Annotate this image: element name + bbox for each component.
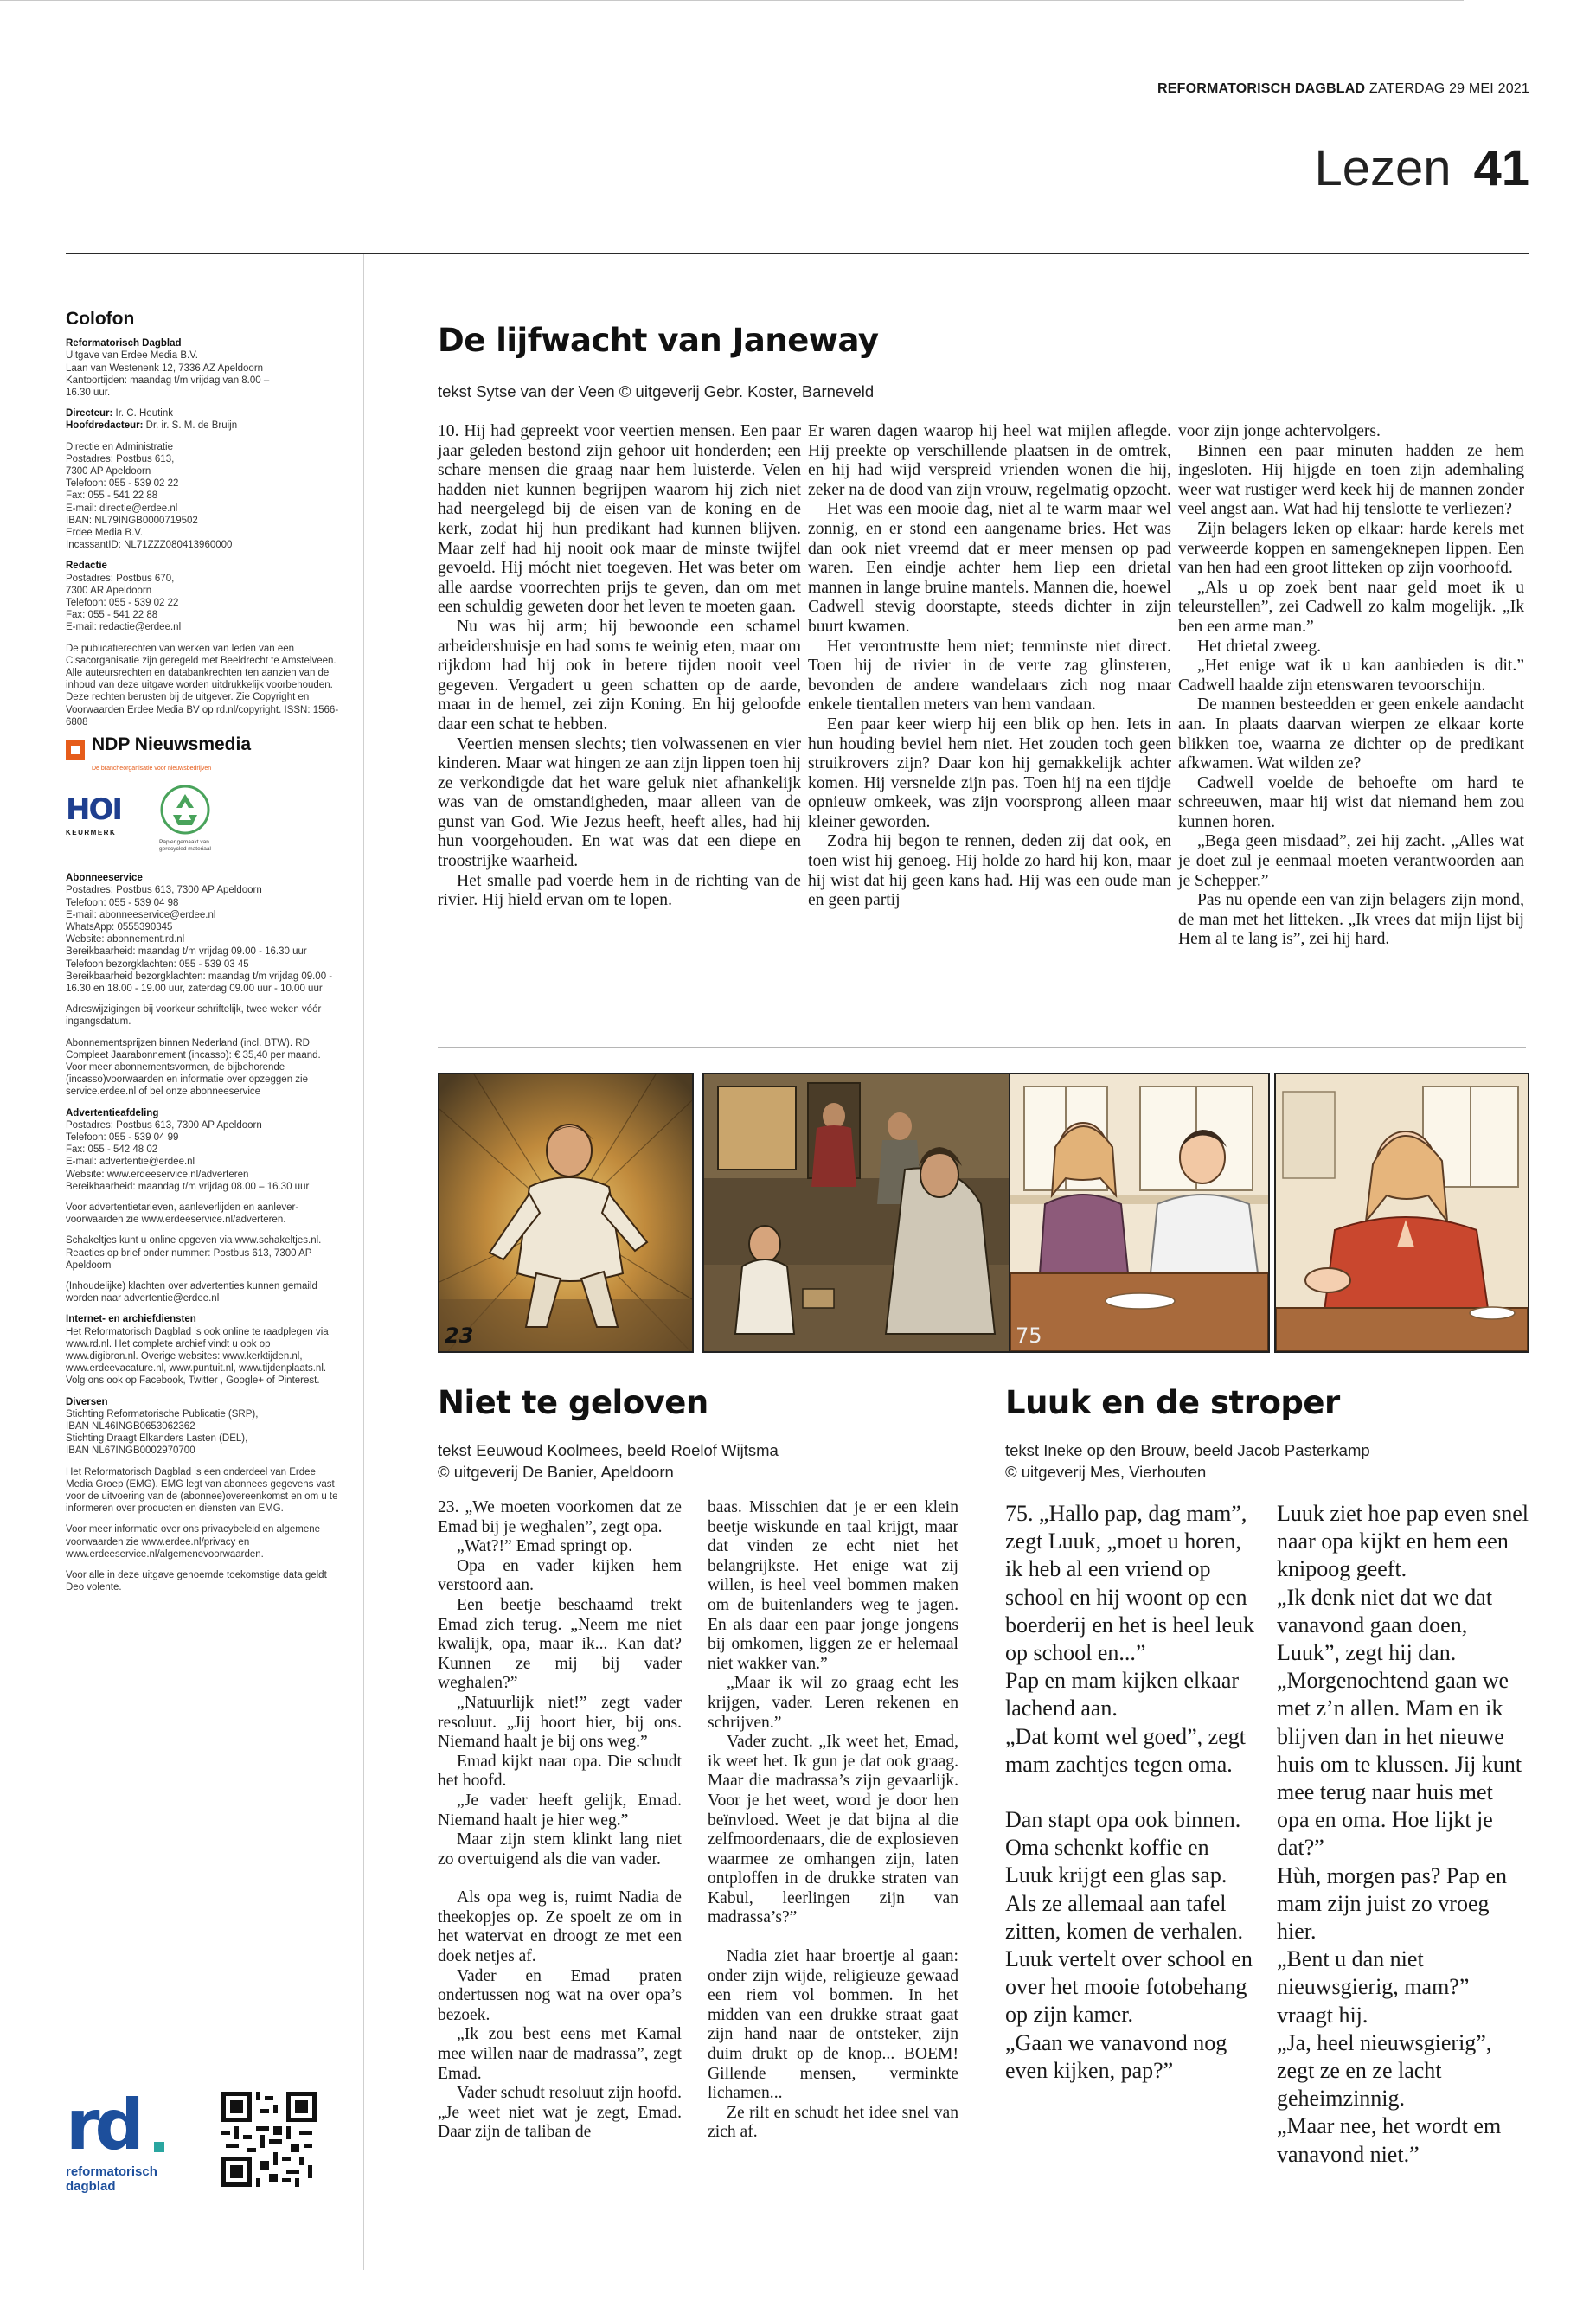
- geloven-column-2: [708, 1498, 958, 2143]
- paragraph: „Je vader heeft gelijk, Emad. Niemand haalt je hier weg.”: [438, 1791, 682, 1830]
- paper-name: REFORMATORISCH DAGBLAD: [1157, 81, 1366, 96]
- luuk-title: Luuk en de stroper: [1005, 1384, 1340, 1421]
- paragraph: Als opa weg is, ruimt Nadia de theekopjes op. Ze spoelt ze om in het watervat en droogt ze met een doek netjes af.: [438, 1888, 682, 1966]
- redactie-line: Postadres: Postbus 670,: [66, 573, 175, 584]
- admin-line: 7300 AP Apeldoorn: [66, 466, 151, 478]
- paragraph: „Natuurlijk niet!” zegt vader resoluut. „Jij hoort hier, bij ons. Niemand haalt je bij ons weg.”: [438, 1693, 682, 1752]
- hoi-logo: [66, 792, 123, 849]
- paragraph: „Ja, heel nieuwsgierig”, zegt ze en ze lacht geheimzinnig.: [1277, 2029, 1492, 2112]
- admin-block: [66, 441, 343, 552]
- geloven-column-1: [438, 1498, 682, 2143]
- adres-text: Adreswijzigingen bij voorkeur schriftelijk, twee weken vóór ingangsdatum.: [66, 1004, 322, 1028]
- recycle-icon: [159, 784, 211, 836]
- publisher-block: [66, 337, 343, 399]
- recycle-caption: Papier gemaakt van gerecycled materiaal: [159, 839, 211, 853]
- rd-logo: [66, 2085, 195, 2195]
- abonnee-heading: Abonneeservice: [66, 873, 143, 884]
- paragraph: Het verontrustte hem niet; tenminste niet direct. Toen hij de rivier in de verte zag glinsteren, bevonden de andere wandelaars zich nog maar enkele tientallen meters van hem vandaan.: [808, 637, 1171, 715]
- luuk-credit: [1005, 1439, 1524, 1483]
- publisher-name: Reformatorisch Dagblad: [66, 338, 182, 349]
- paragraph: „Ik denk niet dat we dat vanavond gaan doen, Luuk”, zegt hij dan.: [1277, 1584, 1493, 1666]
- publisher-line: Uitgave van Erdee Media B.V.: [66, 350, 198, 362]
- paragraph: Nadia ziet haar broertje al gaan: onder zijn wijde, religieuze gewaad een riem vol bommen. In het midden van een drukke straat gaat zijn hand naar de ontsteker, zijn duim drukt op de knop... BOEM! Gillende mensen, verminkte lichamen...: [708, 1947, 958, 2103]
- redactie-line: 7300 AR Apeldoorn: [66, 585, 152, 596]
- credit-line: © uitgeverij Mes, Vierhouten: [1005, 1463, 1207, 1481]
- janeway-column-2: [808, 422, 1171, 911]
- abonnee-block: [66, 872, 343, 995]
- janeway-bottom-rule: [438, 1047, 1526, 1048]
- luuk-column-1: [1005, 1500, 1261, 2085]
- paragraph: Pas nu opende een van zijn belagers zijn mond, de man met het litteken. „Ik vrees dat mijn lijst bij Hem al te lang is”, zei hij hard.: [1178, 891, 1524, 949]
- redactie-line: Telefoon: 055 - 539 02 22: [66, 598, 179, 609]
- diversen-line: Stichting Reformatorische Publicatie (SRP),: [66, 1408, 259, 1420]
- paragraph: Het drietal zweeg.: [1197, 637, 1322, 656]
- panel-number: 23: [445, 1324, 474, 1348]
- publisher-line: Kantoortijden: maandag t/m vrijdag van 8.00 –: [66, 375, 270, 386]
- publisher-line: 16.30 uur.: [66, 388, 111, 399]
- paragraph: Nu was hij arm; hij bewoonde een schamel arbeidershuisje en had soms te weinig eten, maar om rijkdom had hij ook in betere tijden nooit veel gegeven. Vergadert u geen schatten op de aarde, maar in de hemel, zei zijn Koning. En hij geloofde daar een schat te hebben.: [438, 617, 801, 734]
- ndp-mark-inner: [71, 746, 80, 754]
- paragraph: Opa en vader kijken hem verstoord aan.: [438, 1556, 682, 1595]
- ndp-name: NDP Nieuwsmedia: [92, 734, 252, 755]
- credit-line: tekst Ineke op den Brouw, beeld Jacob Pasterkamp: [1005, 1441, 1370, 1459]
- paragraph: De mannen besteedden er geen enkele aandacht aan. In plaats daarvan wierpen ze elkaar korte blikken toe, waarna ze dichter op de predikant afkwamen. Wat wilden ze?: [1178, 695, 1524, 773]
- paragraph: „Wat?!” Emad springt op.: [457, 1537, 632, 1556]
- paragraph: „Het enige wat ik u kan aanbieden is dit.” Cadwell haalde zijn etenswaren tevoorschijn.: [1178, 657, 1524, 695]
- geloven-panel-2: [702, 1073, 1013, 1353]
- abonnee-line: Bereikbaarheid: maandag t/m vrijdag 09.00 - 16.30 uur: [66, 946, 307, 958]
- janeway-column-1: [438, 422, 801, 911]
- ndp-tagline: De brancheorganisatie voor nieuwsbedrijven: [92, 766, 212, 772]
- rd-logo-line2: dagblad: [66, 2179, 116, 2194]
- paragraph: Veertien mensen slechts; tien volwassenen en vier kinderen. Maar wat hingen ze aan zijn lippen toen hij ze verkondigde dat het ware geluk niet afhankelijk was van de omstandigheden, maar alleen van de gunst van God. Wie Jezus heeft, heeft alles, had hij hun voorgehouden. En wat was dat een diepe en troostrijke waarheid.: [438, 734, 801, 871]
- advert-line: Postadres: Postbus 613, 7300 AP Apeldoorn: [66, 1119, 262, 1131]
- redactie-block: [66, 560, 343, 633]
- abonnee-line: Telefoon bezorgklachten: 055 - 539 03 45: [66, 958, 249, 970]
- abonnee-line: E-mail: abonneeservice@erdee.nl: [66, 909, 216, 920]
- admin-line: IncassantID: NL71ZZZ080413960000: [66, 540, 233, 551]
- janeway-column-3: [1178, 422, 1524, 950]
- paper-dateline: [1157, 81, 1529, 97]
- paragraph: Er waren dagen waarop hij heel wat mijlen aflegde. Hij preekte op verschillende plaatsen in de omtrek, en hij had wijd verspreid vrienden wonen die hij, zeker na de dood van zijn vrouw, regelmatig opzocht.: [808, 422, 1171, 499]
- advert-heading: Advertentieafdeling: [66, 1107, 159, 1118]
- tarieven-text: Voor advertentietarieven, aanleverlijden en aanlever-voorwaarden zie www.erdeeservice.nl/adverteren.: [66, 1202, 299, 1226]
- luuk-column-2: [1277, 1500, 1529, 2169]
- redactie-line: E-mail: redactie@erdee.nl: [66, 622, 182, 633]
- klachten-text: (Inhoudelijke) klachten over advertenties kunnen gemaild worden naar advertentie@erdee.nl: [66, 1280, 317, 1304]
- internet-text: Het Reformatorisch Dagblad is ook online te raadplegen via www.rd.nl. Het complete archief vindt u ook op www.digibron.nl. Overige websites: www.kerktijden.nl, www.erdeevacature.nl, www.puntuit.nl, www.tijdenplaats.nl. Volg ons ook op Facebook, Twitter , Google+ of Pinterest.: [66, 1326, 329, 1387]
- diversen-line: IBAN NL46INGB0653062362: [66, 1421, 195, 1433]
- privacy-text: Voor meer informatie over ons privacybeleid en algemene voorwaarden zie www.erdee.nl/privacy en www.erdeeservice.nl/algemenevoorwaarden.: [66, 1524, 321, 1560]
- directeur-label: Directeur:: [66, 408, 113, 420]
- paragraph: Oma schenkt koffie en Luuk krijgt een glas sap. Als ze allemaal aan tafel zitten, komen de verhalen. Luuk vertelt over school en over het mooie fotobehang op zijn kamer.: [1005, 1835, 1253, 2028]
- paragraph: Luuk ziet hoe pap even snel naar opa kijkt en hem een knipoog geeft.: [1277, 1501, 1529, 1582]
- deo-text: Voor alle in deze uitgave genoemde toekomstige data geldt Deo volente.: [66, 1570, 327, 1593]
- abonnee-line: Bereikbaarheid bezorgklachten: maandag t/m vrijdag 09.00 - 16.30 en 18.00 - 19.00 uur, zaterdag 09.00 uur - 10.00 uur: [66, 971, 333, 994]
- issue-date: ZATERDAG 29 MEI 2021: [1368, 81, 1529, 96]
- certification-logos: [66, 784, 343, 858]
- admin-line: E-mail: directie@erdee.nl: [66, 503, 178, 514]
- admin-line: Erdee Media B.V.: [66, 528, 144, 539]
- page-number: 41: [1473, 140, 1529, 196]
- paragraph: Emad kijkt naar opa. Die schudt het hoofd.: [438, 1752, 682, 1791]
- admin-line: Directie en Administratie: [66, 441, 173, 452]
- paragraph: „Ik zou best eens met Kamal mee willen naar de madrassa”, zegt Emad.: [438, 2025, 682, 2083]
- paragraph: Ze rilt en schudt het idee snel van zich af.: [708, 2103, 958, 2142]
- internet-block: [66, 1313, 343, 1387]
- rd-logo-line1: reformatorisch: [66, 2164, 157, 2179]
- paragraph: Pap en mam kijken elkaar lachend aan.: [1005, 1668, 1240, 1721]
- abonnee-line: WhatsApp: 0555390345: [66, 921, 173, 933]
- rd-logo-mark: rd: [66, 2085, 139, 2165]
- abonnee-line: Website: abonnement.rd.nl: [66, 934, 185, 945]
- hoofdredacteur-name: Dr. ir. S. M. de Bruijn: [145, 420, 238, 432]
- janeway-title: De lijfwacht van Janeway: [438, 322, 879, 359]
- paragraph: Zijn belagers leken op elkaar: harde kerels met verweerde koppen en samengeknepen lippen. Een van hen had een groot litteken op zijn voorhoofd.: [1178, 519, 1524, 578]
- paragraph: 10. Hij had gepreekt voor veertien mensen. Een paar jaar geleden bestond zijn gehoor uit honderden; een schare mensen die graag naar hem luisterde. Velen hadden niet kunnen begrijpen waarom hij zich niet had neergelegd bij de eisen van de koning en de kerk, zodat hij hun predikant had kunnen blijven. Maar zelf had hij nooit ook maar de minste twijfel gevoeld. Hij mócht niet toegeven. Het was beter om alle aardse voorrechten prijs te geven, dan om met een schuldig geweten door het leven te moeten gaan.: [438, 422, 801, 617]
- hoi-text: HOI: [66, 792, 122, 828]
- geloven-panel-1: [438, 1073, 694, 1353]
- diversen-block: [66, 1396, 343, 1458]
- rd-logo-accent: [154, 2142, 164, 2152]
- paragraph: „Bent u dan niet nieuwsgierig, mam?” vraagt hij.: [1277, 1946, 1470, 2028]
- geloven-title: Niet te geloven: [438, 1384, 708, 1421]
- qr-code[interactable]: [221, 2092, 317, 2187]
- paragraph: baas. Misschien dat je er een klein beetje wiskunde en taal krijgt, maar dat vinden ze echt niet het belangrijkste. Het enige wat zij willen, is heel veel bommen maken om de buitenlanders weg te jagen. En als daar een paar jonge jongens bij omkomen, liggen ze er helemaal niet wakker van.”: [708, 1498, 958, 1673]
- colofon-divider: [363, 254, 364, 2270]
- paragraph: Vader schudt resoluut zijn hoofd. „Je weet niet wat je zegt, Emad. Daar zijn de taliban de: [438, 2084, 682, 2142]
- admin-line: Postadres: Postbus 613,: [66, 453, 175, 465]
- keurmerk-text: KEURMERK: [66, 829, 117, 837]
- colofon: [66, 309, 343, 1602]
- paragraph: Een beetje beschaamd trekt Emad zich terug. „Neem me niet kwalijk, opa, maar ik... Kan dat? Kunnen ze mij bij vader weghalen?”: [438, 1595, 682, 1693]
- publisher-line: Laan van Westenenk 12, 7336 AZ Apeldoorn: [66, 362, 264, 374]
- paragraph: „Morgenochtend gaan we met z’n allen. Mam en ik blijven dan in het nieuwe huis om te klussen. Jij kunt mee terug naar huis met opa en oma. Hoe lijkt je dat?”: [1277, 1668, 1522, 1861]
- admin-line: Fax: 055 - 541 22 88: [66, 490, 158, 502]
- paragraph: „Dat komt wel goed”, zegt mam zachtjes tegen oma.: [1005, 1723, 1246, 1777]
- paragraph: Cadwell voelde de behoefte om hard te schreeuwen, maar hij wist dat niemand hem zou kunnen horen.: [1178, 773, 1524, 831]
- paragraph: Maar zijn stem klinkt lang niet zo overtuigend als die van vader.: [438, 1830, 682, 1868]
- paragraph: „Maar nee, het wordt em vanavond niet.”: [1277, 2113, 1502, 2167]
- paragraph: Hùh, morgen pas? Pap en mam zijn juist zo vroeg hier.: [1277, 1862, 1507, 1945]
- redactie-line: Fax: 055 - 541 22 88: [66, 610, 158, 621]
- colofon-heading: Colofon: [66, 309, 135, 329]
- paragraph: „Bega geen misdaad”, zei hij zacht. „Alles wat je doet zul je eenmaal moeten verantwoorden aan je Schepper.”: [1178, 832, 1524, 890]
- ndp-logo: [66, 734, 343, 779]
- admin-line: IBAN: NL79INGB0000719502: [66, 515, 198, 526]
- directeur-name: Ir. C. Heutink: [115, 408, 173, 420]
- redactie-heading: Redactie: [66, 561, 107, 572]
- advert-block: [66, 1107, 343, 1193]
- advert-line: E-mail: advertentie@erdee.nl: [66, 1157, 195, 1168]
- paragraph: voor zijn jonge achtervolgers.: [1178, 422, 1381, 440]
- luuk-panel-2: [1274, 1073, 1529, 1353]
- schakeltjes-text: Schakeltjes kunt u online opgeven via www.schakeltjes.nl. Reacties op brief onder nummer: Postbus 613, 7300 AP Apeldoorn: [66, 1235, 322, 1271]
- credit-line: tekst Eeuwoud Koolmees, beeld Roelof Wijtsma: [438, 1441, 779, 1459]
- paragraph: Dan stapt opa ook binnen.: [1005, 1807, 1241, 1833]
- prijzen-text: Abonnementsprijzen binnen Nederland (incl. BTW). RD Compleet Jaarabonnement (incasso): € 35,40 per maand. Voor meer abonnementsvormen, de bijbehorende (incasso)voorwaarden en informatie over opzeggen zie service.erdee.nl of bel onze abonneeservice: [66, 1037, 321, 1098]
- hoofdredacteur-label: Hoofdredacteur:: [66, 420, 144, 432]
- paragraph: 23. „We moeten voorkomen dat ze Emad bij je weghalen”, zegt opa.: [438, 1498, 682, 1536]
- internet-heading: Internet- en archiefdiensten: [66, 1314, 196, 1325]
- paragraph: 75. „Hallo pap, dag mam”, zegt Luuk, „moet u horen, ik heb al een vriend op school en hij woont op een boerderij en het is heel leuk op school en...”: [1005, 1501, 1255, 1666]
- paragraph: Vader zucht. „Ik weet het, Emad, ik weet het. Ik gun je dat ook graag. Maar die madrassa’s zijn gevaarlijk. Voor je het weet, word je door hen beïnvloed. Weet je dat bijna al die zelfmoordenaars, die de explosieven waarmee ze omhangen zijn, laten ontploffen in de drukke straten van Kabul, leerlingen zijn van madrassa’s?”: [708, 1733, 958, 1927]
- advert-line: Bereikbaarheid: maandag t/m vrijdag 08.00 – 16.30 uur: [66, 1181, 310, 1192]
- paragraph: Binnen een paar minuten hadden ze hem ingesloten. Hij hijgde en toen zijn ademhaling weer wat rustiger werd keek hij de mannen zonder veel angst aan. Wat had hij tenslotte te verliezen?: [1178, 441, 1524, 519]
- panel-number: 75: [1016, 1324, 1042, 1348]
- diversen-line: Stichting Draagt Elkanders Lasten (DEL),: [66, 1433, 248, 1445]
- paragraph: „Maar ik wil zo graag echt les krijgen, vader. Leren rekenen en schrijven.”: [708, 1674, 958, 1732]
- abonnee-line: Postadres: Postbus 613, 7300 AP Apeldoorn: [66, 885, 262, 896]
- header-bottom-rule: [66, 253, 1529, 254]
- paragraph: Het was een mooie dag, niet al te warm maar wel zonnig, en er stond een aangename bries. Het was dan ook niet vreemd dat er meer mensen op pad waren. Een eindje achter hem liep een drietal mannen in lange bruine mantels. Mannen die, hoewel Cadwell stevig doorstapte, steeds dichter in zijn buurt kwamen.: [808, 500, 1171, 636]
- rights-text: De publicatierechten van werken van leden van een Cisacorganisatie zijn geregeld met Beeldrecht te Amstelveen. Alle auteursrechten en databankrechten ten aanzien van de inhoud van deze uitgave worden uitdrukkelijk voorbehouden. Deze rechten berusten bij de uitgever. Zie Copyright en Voorwaarden Erdee Media BV op rd.nl/copyright. ISSN: 1566-6808: [66, 643, 339, 727]
- section-name: Lezen: [1314, 140, 1452, 196]
- admin-line: Telefoon: 055 - 539 02 22: [66, 478, 179, 490]
- advert-line: Fax: 055 - 542 48 02: [66, 1144, 158, 1156]
- paragraph: Vader en Emad praten ondertussen nog wat na over opa’s bezoek.: [438, 1966, 682, 2024]
- credit-line: © uitgeverij De Banier, Apeldoorn: [438, 1463, 674, 1481]
- abonnee-line: Telefoon: 055 - 539 04 98: [66, 897, 179, 908]
- paragraph: Zodra hij begon te rennen, deden zij dat ook, en toen wist hij genoeg. Hij holde zo hard hij kon, maar hij wist dat hij geen kans had. Hij was een oude man en geen partij: [808, 832, 1171, 910]
- advert-line: Website: www.erdeeservice.nl/adverteren: [66, 1169, 249, 1180]
- paragraph: Een paar keer wierp hij een blik op hen. Iets in hun houding beviel hem niet. Het zouden toch geen struikrovers zijn? Daar kon hij gemakkelijk achter komen. Hij versnelde zijn pas. Toen hij na een tijdje opnieuw omkeek, was zijn voorsprong alleen maar kleiner geworden.: [808, 715, 1171, 831]
- diversen-heading: Diversen: [66, 1396, 108, 1407]
- geloven-credit: [438, 1439, 991, 1483]
- luuk-panel-1: [1009, 1073, 1270, 1353]
- diversen-line: IBAN NL67INGB0002970700: [66, 1445, 195, 1457]
- janeway-credit: tekst Sytse van der Veen © uitgeverij Gebr. Koster, Barneveld: [438, 382, 875, 401]
- paragraph: „Gaan we vanavond nog even kijken, pap?”: [1005, 2029, 1227, 2083]
- paragraph: Het smalle pad voerde hem in de richting van de rivier. Hij hield ervan om te lopen.: [438, 871, 801, 910]
- emg-text: Het Reformatorisch Dagblad is een onderdeel van Erdee Media Groep (EMG). EMG legt van abonnees gegevens vast voor de uitvoering van de (abonnee)overeenkomst en om u te informeren over producten en diensten van EMG.: [66, 1466, 338, 1515]
- paragraph: „Als u op zoek bent naar geld moet ik u teleurstellen”, zei Cadwell zo kalm mogelijk. „Ik ben een arme man.”: [1178, 578, 1524, 636]
- top-rule: [0, 0, 1464, 1]
- advert-line: Telefoon: 055 - 539 04 99: [66, 1131, 179, 1143]
- directie-block: [66, 407, 343, 432]
- section-header: [1314, 140, 1529, 196]
